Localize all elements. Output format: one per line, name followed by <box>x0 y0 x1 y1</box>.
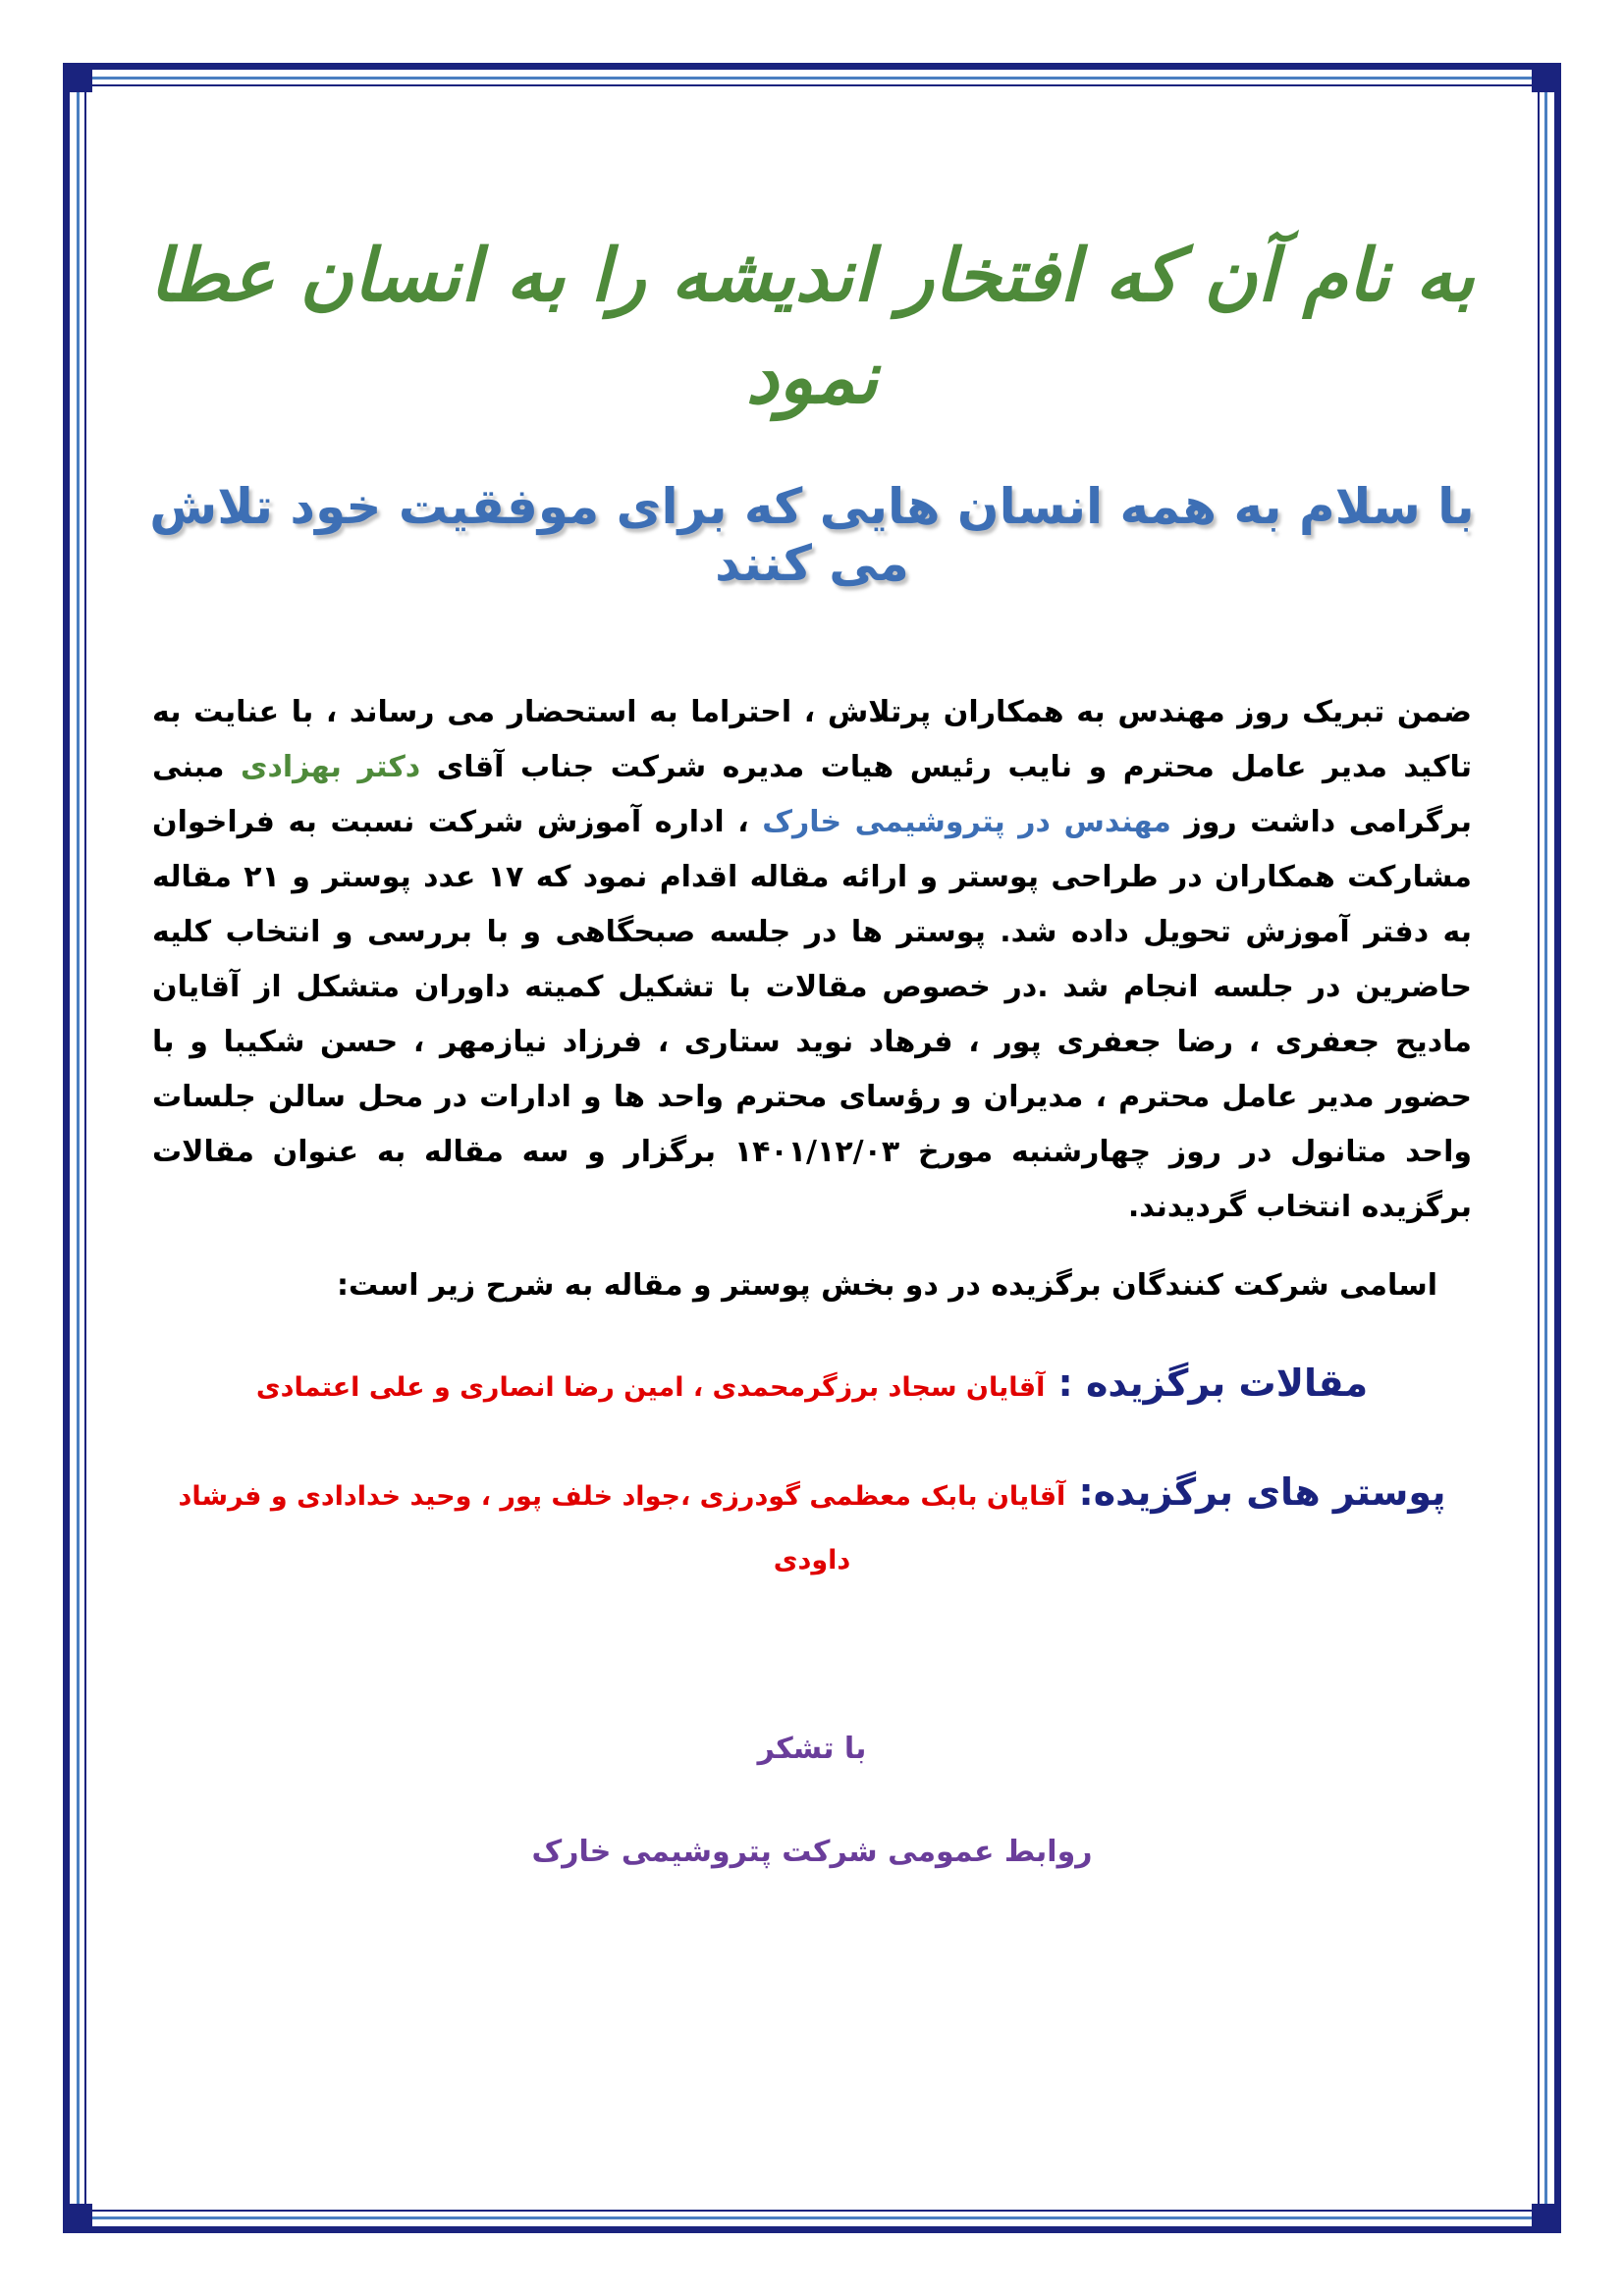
greeting-heading: با سلام به همه انسان هایی که برای موفقیت خود تلاش می کنند <box>149 478 1475 593</box>
closing-signature: روابط عمومی شرکت پتروشیمی خارک <box>531 1835 1093 1870</box>
event-name-highlight: مهندس در پتروشیمی خارک <box>762 805 1171 840</box>
articles-award-names: آقایان سجاد برزگرمحمدی ، امین رضا انصاری و علی اعتمادی <box>255 1372 1046 1404</box>
border-corner-bottom-left <box>63 2204 92 2233</box>
posters-award-label: پوستر های برگزیده: <box>1065 1470 1446 1515</box>
border-corner-top-right <box>1532 63 1561 92</box>
border-corner-top-left <box>63 63 92 92</box>
articles-award <box>147 1362 1477 1405</box>
body-text-part-2: مبنی برگرامی داشت روز <box>152 750 1472 840</box>
border-corner-bottom-right <box>1532 2204 1561 2233</box>
winners-intro: اسامی شرکت کنندگان برگزیده در دو بخش پوستر و مقاله به شرح زیر است: <box>336 1268 1437 1304</box>
bismillah-heading: به نام آن که افتخار اندیشه را به انسان عطا نمود <box>149 234 1475 420</box>
body-text-part-1: ضمن تبریک روز مهندس به همکاران پرتلاش ، احتراما به استحضار می رساند ، با عنایت به تاکید مدیر عامل محترم و نایب رئیس هیات مدیره شرکت جناب آقای <box>152 695 1472 785</box>
letter-body-paragraph <box>147 685 1477 1235</box>
closing-thanks: با تشکر <box>757 1732 867 1767</box>
letter-content <box>147 196 1477 1869</box>
articles-award-label: مقالات برگزیده : <box>1045 1362 1369 1406</box>
posters-award-names: آقایان بابک معظمی گودرزی ،جواد خلف پور ، وحید خدادادی و فرشاد داودی <box>178 1481 1066 1576</box>
body-text-part-3: ، اداره آموزش شرکت نسبت به فراخوان مشارکت همکاران در طراحی پوستر و ارائه مقاله اقدام نمود که ۱۷ عدد پوستر و ۲۱ مقاله به دفتر آموزش تحویل داده شد. پوستر ها در جلسه صبحگاهی و با بررسی و انتخاب کلیه حاضرین در جلسه انجام شد .در خصوص مقالات با تشکیل کمیته داوران متشکل از آقایان مادیح جعفری ، رضا جعفری پور ، فرهاد نوید ستاری ، فرزاد نیازمهر ، حسن شکیبا و با حضور مدیر عامل محترم ، مدیران و رؤسای محترم واحد ها و ادارات در محل سالن جلسات واحد متانول در روز چهارشنبه مورخ ۱۴۰۱/۱۲/۰۳ برگزار و سه مقاله به عنوان مقالات برگزیده انتخاب گردیدند. <box>152 805 1472 1225</box>
ceo-name-highlight: دکتر بهزادی <box>240 750 421 785</box>
posters-award <box>147 1462 1477 1594</box>
